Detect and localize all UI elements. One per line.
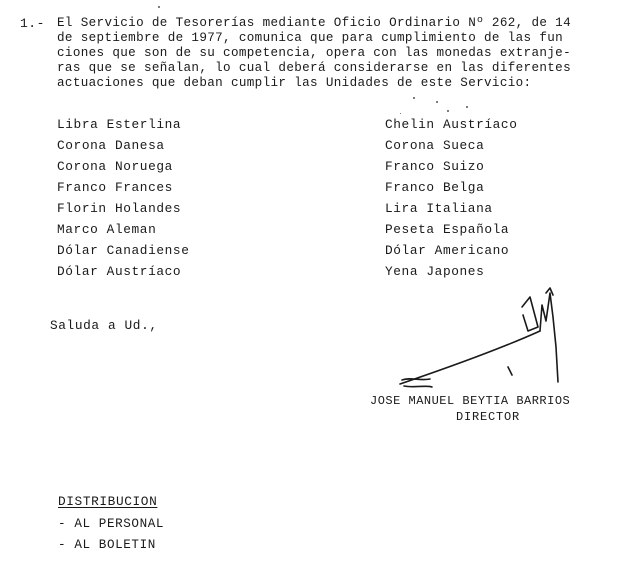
paragraph-line: actuaciones que deban cumplir las Unidades de este Servicio: [57, 76, 532, 90]
currency-item: Franco Suizo [385, 159, 485, 174]
currency-item: Lira Italiana [385, 201, 493, 216]
currency-item: Corona Sueca [385, 138, 485, 153]
distribution-item: - AL PERSONAL [58, 517, 165, 531]
currency-item: Yena Japones [385, 264, 485, 279]
currency-list-left [57, 114, 189, 282]
currency-item: Franco Frances [57, 180, 173, 195]
paragraph-line: ras que se señalan, lo cual deberá considerarse en las diferentes [57, 61, 571, 75]
currency-item: Corona Noruega [57, 159, 173, 174]
scan-speck [447, 110, 449, 112]
currency-item: Peseta Española [385, 222, 510, 237]
currency-item: Dólar Canadiense [57, 243, 190, 258]
signer-name: JOSE MANUEL BEYTIA BARRIOS [370, 394, 571, 408]
body-paragraph [57, 16, 622, 91]
distribution-list [58, 514, 164, 556]
item-number: 1.- [20, 16, 45, 31]
currency-item: Franco Belga [385, 180, 485, 195]
signer-title: DIRECTOR [456, 410, 521, 424]
scan-speck [400, 113, 401, 114]
currency-item: Corona Danesa [57, 138, 165, 153]
paragraph-line: El Servicio de Tesorerías mediante Oficio Ordinario Nº 262, de 14 [57, 16, 571, 30]
currency-item: Dólar Austríaco [57, 264, 182, 279]
scan-speck [436, 101, 438, 103]
currency-item: Dólar Americano [385, 243, 510, 258]
distribution-heading: DISTRIBUCION [58, 494, 158, 509]
currency-list-right [385, 114, 517, 282]
currency-item: Florin Holandes [57, 201, 182, 216]
scan-speck [158, 6, 160, 8]
scan-speck [466, 106, 468, 108]
distribution-item: - AL BOLETIN [58, 538, 156, 552]
closing-salutation: Saluda a Ud., [50, 318, 158, 333]
paragraph-line: de septiembre de 1977, comunica que para cumplimiento de las fun [57, 31, 564, 45]
currency-item: Marco Aleman [57, 222, 157, 237]
scan-speck [413, 97, 415, 99]
currency-item: Libra Esterlina [57, 117, 182, 132]
paragraph-line: ciones que son de su competencia, opera con las monedas extranje- [57, 46, 571, 60]
currency-item: Chelin Austríaco [385, 117, 518, 132]
handwritten-signature [390, 287, 590, 392]
